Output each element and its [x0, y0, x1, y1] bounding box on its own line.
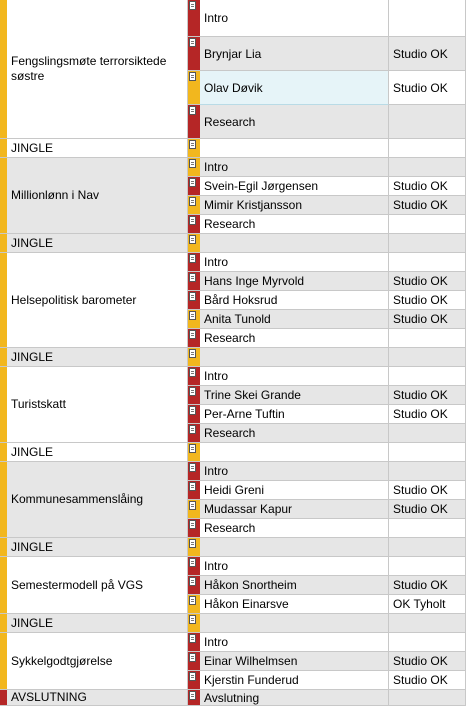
story-color-strip [0, 538, 7, 557]
item-cell[interactable]: Intro [200, 462, 389, 481]
story-color-strip [0, 348, 7, 367]
document-icon [189, 558, 196, 567]
jingle-cell[interactable]: JINGLE [7, 139, 188, 158]
story-color-strip [0, 443, 7, 462]
status-cell[interactable]: Studio OK [389, 177, 466, 196]
story-color-strip [0, 0, 7, 139]
row-marker[interactable] [188, 37, 200, 71]
document-icon [189, 425, 196, 434]
story-title-cell[interactable]: Sykkelgodtgjørelse [7, 633, 188, 690]
story-color-strip [0, 614, 7, 633]
story-title-cell[interactable]: Helsepolitisk barometer [7, 253, 188, 348]
row-marker[interactable] [188, 234, 200, 253]
jingle-cell[interactable]: JINGLE [7, 234, 188, 253]
item-cell[interactable]: Research [200, 329, 389, 348]
status-cell[interactable] [389, 519, 466, 538]
document-icon [189, 273, 196, 282]
item-cell[interactable]: Olav Døvik [200, 71, 389, 105]
row-marker[interactable] [188, 253, 200, 272]
document-icon [189, 159, 196, 168]
story-title-cell[interactable]: Millionlønn i Nav [7, 158, 188, 234]
row-marker[interactable] [188, 105, 200, 139]
item-cell[interactable]: Research [200, 215, 389, 234]
document-icon [189, 235, 196, 244]
item-cell[interactable]: Avslutning [200, 690, 389, 706]
status-cell[interactable]: Studio OK [389, 576, 466, 595]
document-icon [189, 615, 196, 624]
document-icon [189, 501, 196, 510]
item-cell[interactable]: Intro [200, 253, 389, 272]
status-cell[interactable] [389, 443, 466, 462]
status-cell[interactable] [389, 139, 466, 158]
row-marker[interactable] [188, 481, 200, 500]
item-cell[interactable]: Einar Wilhelmsen [200, 652, 389, 671]
item-cell[interactable]: Hans Inge Myrvold [200, 272, 389, 291]
row-marker[interactable] [188, 71, 200, 105]
row-marker[interactable] [188, 652, 200, 671]
story-color-strip [0, 139, 7, 158]
item-cell[interactable] [200, 139, 389, 158]
item-cell[interactable]: Intro [200, 633, 389, 652]
jingle-cell[interactable]: JINGLE [7, 348, 188, 367]
document-icon [189, 596, 196, 605]
item-cell[interactable]: Intro [200, 158, 389, 177]
story-color-strip [0, 234, 7, 253]
document-icon [189, 672, 196, 681]
status-cell[interactable] [389, 462, 466, 481]
jingle-cell[interactable]: JINGLE [7, 538, 188, 557]
item-cell[interactable]: Anita Tunold [200, 310, 389, 329]
item-cell[interactable]: Research [200, 519, 389, 538]
item-cell[interactable] [200, 348, 389, 367]
row-marker[interactable] [188, 576, 200, 595]
document-icon [189, 691, 196, 700]
document-icon [189, 330, 196, 339]
status-cell[interactable] [389, 329, 466, 348]
document-icon [189, 216, 196, 225]
status-cell[interactable]: OK Tyholt [389, 595, 466, 614]
row-marker[interactable] [188, 443, 200, 462]
status-cell[interactable]: Studio OK [389, 671, 466, 690]
story-color-strip [0, 690, 7, 706]
document-icon [189, 292, 196, 301]
row-marker[interactable] [188, 386, 200, 405]
row-marker[interactable] [188, 424, 200, 443]
item-cell[interactable]: Intro [200, 367, 389, 386]
row-marker[interactable] [188, 614, 200, 633]
document-icon [189, 311, 196, 320]
document-icon [189, 140, 196, 149]
status-cell[interactable] [389, 367, 466, 386]
item-cell[interactable]: Research [200, 105, 389, 139]
status-cell[interactable]: Studio OK [389, 652, 466, 671]
item-cell[interactable]: Heidi Greni [200, 481, 389, 500]
story-color-strip [0, 253, 7, 348]
row-marker[interactable] [188, 329, 200, 348]
status-cell[interactable] [389, 234, 466, 253]
item-cell[interactable]: Research [200, 424, 389, 443]
row-marker[interactable] [188, 139, 200, 158]
story-title-cell[interactable]: Fengslingsmøte terrorsiktede søstre [7, 0, 188, 139]
document-icon [189, 38, 196, 47]
document-icon [189, 653, 196, 662]
ending-cell[interactable]: AVSLUTNING [7, 690, 188, 706]
row-marker[interactable] [188, 595, 200, 614]
row-marker[interactable] [188, 519, 200, 538]
row-marker[interactable] [188, 538, 200, 557]
status-cell[interactable] [389, 538, 466, 557]
status-cell[interactable]: Studio OK [389, 310, 466, 329]
row-marker[interactable] [188, 291, 200, 310]
document-icon [189, 387, 196, 396]
row-marker[interactable] [188, 405, 200, 424]
document-icon [189, 254, 196, 263]
status-cell[interactable]: Studio OK [389, 291, 466, 310]
row-marker[interactable] [188, 462, 200, 481]
item-cell[interactable]: Intro [200, 0, 389, 37]
status-cell[interactable] [389, 557, 466, 576]
status-cell[interactable] [389, 215, 466, 234]
status-cell[interactable] [389, 690, 466, 706]
item-cell[interactable]: Svein-Egil Jørgensen [200, 177, 389, 196]
item-cell[interactable]: Intro [200, 557, 389, 576]
document-icon [189, 577, 196, 586]
document-icon [189, 368, 196, 377]
document-icon [189, 1, 196, 10]
document-icon [189, 444, 196, 453]
status-cell[interactable] [389, 105, 466, 139]
row-marker[interactable] [188, 0, 200, 37]
story-color-strip [0, 633, 7, 690]
status-cell[interactable]: Studio OK [389, 481, 466, 500]
row-marker[interactable] [188, 196, 200, 215]
item-cell[interactable]: Brynjar Lia [200, 37, 389, 71]
status-cell[interactable]: Studio OK [389, 71, 466, 105]
status-cell[interactable]: Studio OK [389, 196, 466, 215]
row-marker[interactable] [188, 633, 200, 652]
document-icon [189, 539, 196, 548]
story-color-strip [0, 367, 7, 443]
document-icon [189, 197, 196, 206]
row-marker[interactable] [188, 500, 200, 519]
item-cell[interactable] [200, 234, 389, 253]
row-marker[interactable] [188, 272, 200, 291]
row-marker[interactable] [188, 177, 200, 196]
status-cell[interactable]: Studio OK [389, 500, 466, 519]
story-color-strip [0, 158, 7, 234]
status-cell[interactable]: Studio OK [389, 386, 466, 405]
document-icon [189, 72, 196, 81]
row-marker[interactable] [188, 158, 200, 177]
document-icon [189, 520, 196, 529]
status-cell[interactable] [389, 424, 466, 443]
story-color-strip [0, 462, 7, 538]
status-cell[interactable] [389, 633, 466, 652]
item-cell[interactable] [200, 614, 389, 633]
status-cell[interactable] [389, 614, 466, 633]
item-cell[interactable] [200, 443, 389, 462]
row-marker[interactable] [188, 671, 200, 690]
item-cell[interactable]: Kjerstin Funderud [200, 671, 389, 690]
item-cell[interactable]: Håkon Snortheim [200, 576, 389, 595]
row-marker[interactable] [188, 367, 200, 386]
row-marker[interactable] [188, 215, 200, 234]
story-title-cell[interactable]: Semestermodell på VGS [7, 557, 188, 614]
status-cell[interactable]: Studio OK [389, 272, 466, 291]
document-icon [189, 463, 196, 472]
item-cell[interactable]: Håkon Einarsve [200, 595, 389, 614]
document-icon [189, 482, 196, 491]
item-cell[interactable]: Trine Skei Grande [200, 386, 389, 405]
story-title-cell[interactable]: Turistskatt [7, 367, 188, 443]
status-cell[interactable]: Studio OK [389, 405, 466, 424]
document-icon [189, 178, 196, 187]
item-cell[interactable]: Mudassar Kapur [200, 500, 389, 519]
row-marker[interactable] [188, 690, 200, 706]
item-cell[interactable]: Per-Arne Tuftin [200, 405, 389, 424]
document-icon [189, 106, 196, 115]
item-cell[interactable] [200, 538, 389, 557]
row-marker[interactable] [188, 310, 200, 329]
story-title-cell[interactable]: Kommunesammenslåing [7, 462, 188, 538]
document-icon [189, 406, 196, 415]
jingle-cell[interactable]: JINGLE [7, 614, 188, 633]
document-icon [189, 349, 196, 358]
status-cell[interactable] [389, 253, 466, 272]
item-cell[interactable]: Bård Hoksrud [200, 291, 389, 310]
status-cell[interactable] [389, 0, 466, 37]
row-marker[interactable] [188, 348, 200, 367]
status-cell[interactable]: Studio OK [389, 37, 466, 71]
status-cell[interactable] [389, 158, 466, 177]
story-color-strip [0, 557, 7, 614]
jingle-cell[interactable]: JINGLE [7, 443, 188, 462]
item-cell[interactable]: Mimir Kristjansson [200, 196, 389, 215]
row-marker[interactable] [188, 557, 200, 576]
status-cell[interactable] [389, 348, 466, 367]
document-icon [189, 634, 196, 643]
